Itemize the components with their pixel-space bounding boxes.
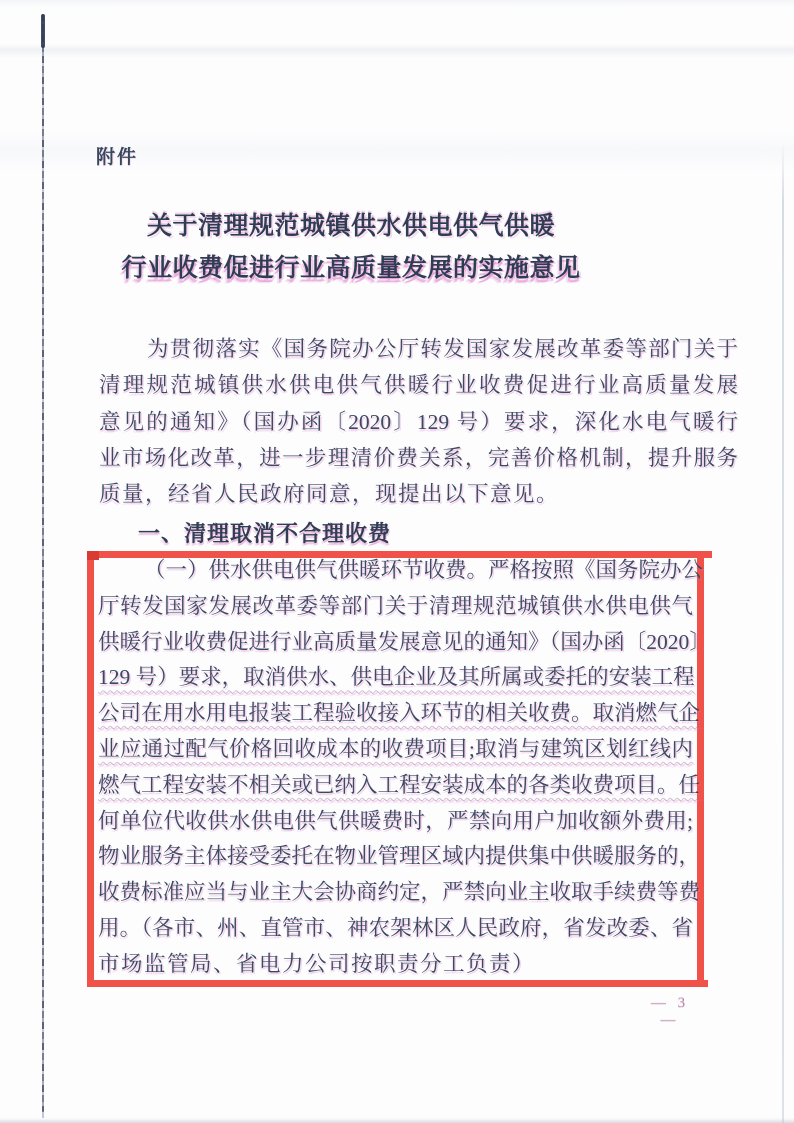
text-line: 129 号）要求，取消供水、供电企业及其所属或委托的安装工程 (98, 665, 695, 690)
text-line: 收费标准应当与业主大会协商约定，严禁向业主收取手续费等费 (98, 880, 701, 905)
text-line: 意见的通知》（国办函〔2020〕129 号）要求，深化水电气暖行 (99, 409, 738, 434)
highlighted-paragraph (98, 553, 711, 983)
text-line: 市场监管局、省电力公司按职责分工负责） (98, 951, 536, 976)
highlight-annotation-box (87, 551, 711, 987)
highlight-box-stroke-overshoot-bottom (697, 980, 708, 987)
scan-artifact-page-right-edge (782, 142, 784, 1123)
page-number: — 3 — (650, 995, 690, 1028)
intro-paragraph (99, 331, 738, 512)
text-line: 质量，经省人民政府同意，现提出以下意见。 (99, 482, 560, 507)
text-line: 供暖行业收费促进行业高质量发展意见的通知》（国办函〔2020〕 (98, 629, 711, 654)
text-line: 何单位代收供水供电供气供暖费时，严禁向用户加收额外费用; (98, 808, 693, 833)
text-line: 业应通过配气价格回收成本的收费项目;取消与建筑区划红线内 (98, 736, 693, 761)
section-heading: 一、清理取消不合理收费 (138, 521, 392, 546)
scan-artifact-vertical-line (42, 14, 44, 1112)
document-title-line2: 行业收费促进行业高质量发展的实施意见 (121, 255, 581, 282)
text-line: 燃气工程安装不相关或已纳入工程安装成本的各类收费项目。任 (98, 772, 701, 797)
text-line: 公司在用水用电报装工程验收接入环节的相关收费。取消燃气企 (98, 701, 701, 726)
text-line: 用。（各市、州、直管市、神农架林区人民政府，省发改委、省 (98, 915, 693, 940)
text-line: 物业服务主体接受委托在物业管理区域内提供集中供暖服务的， (98, 844, 701, 869)
text-line: 清理规范城镇供水供电供气供暖行业收费促进行业高质量发展 (99, 373, 738, 398)
scan-artifact-bottom-edge (0, 1119, 794, 1123)
document-title (58, 206, 644, 290)
attachment-label: 附件 (96, 147, 139, 168)
text-line: 厅转发国家发展改革委等部门关于清理规范城镇供水供电供气 (98, 593, 693, 618)
text-line: （一）供水供电供气供暖环节收费。严格按照《国务院办公 (144, 558, 704, 582)
text-line: 为贯彻落实《国务院办公厅转发国家发展改革委等部门关于 (147, 337, 738, 361)
text-line: 业市场化改革，进一步理清价费关系，完善价格机制，提升服务 (99, 445, 738, 470)
document-title-line1: 关于清理规范城镇供水供电供气供暖 (146, 213, 555, 240)
